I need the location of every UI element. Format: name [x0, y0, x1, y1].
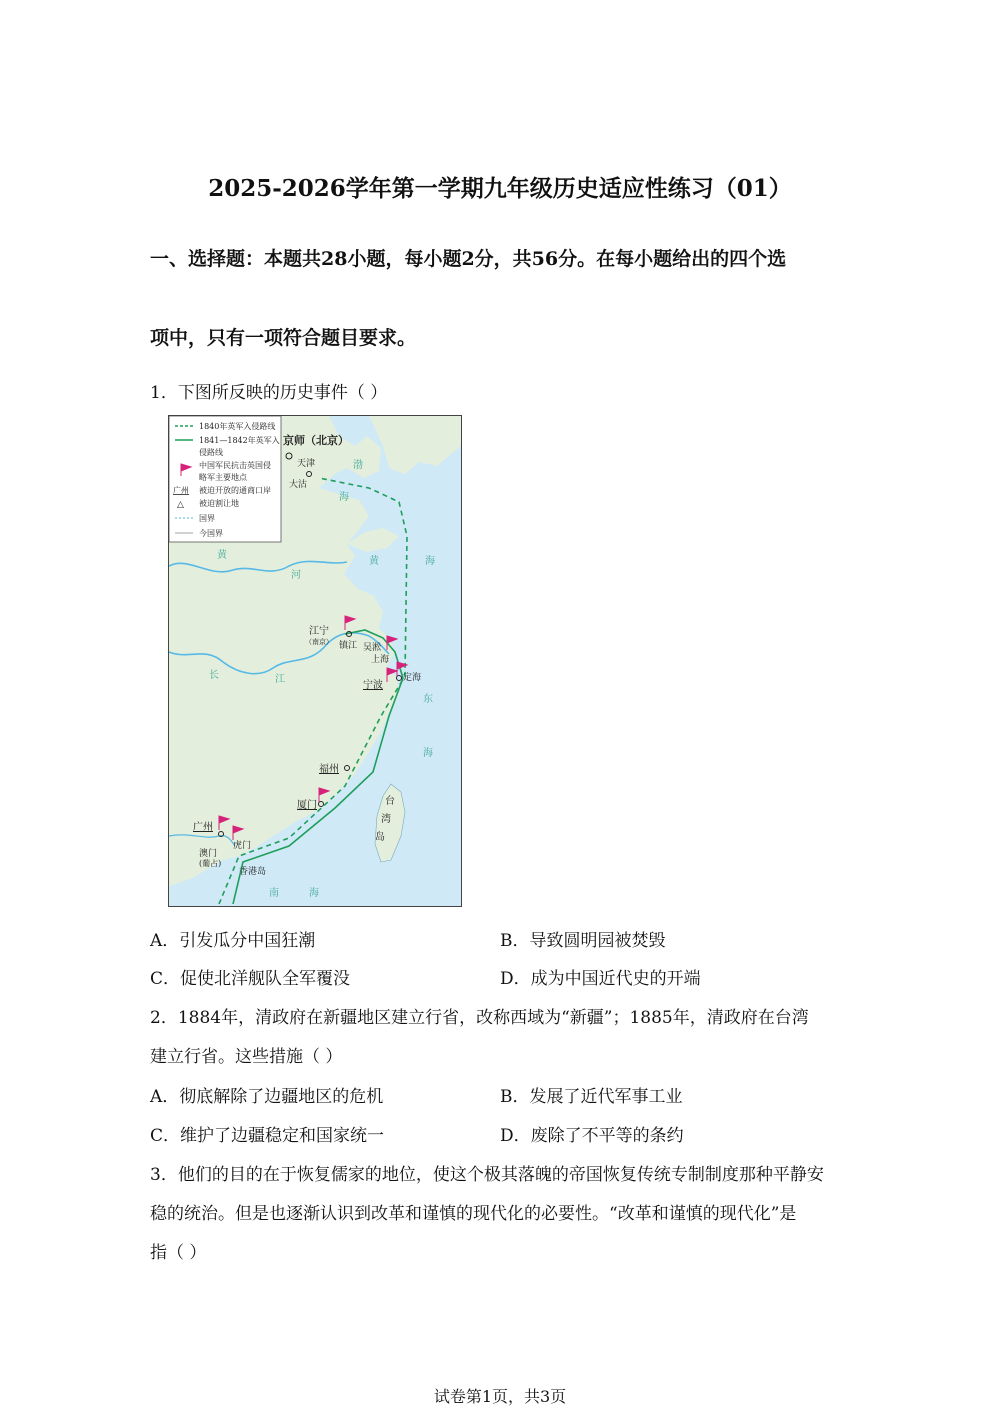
label-huanghe-1: 黄 — [217, 550, 227, 561]
label-xianggang: 香港岛 — [239, 867, 267, 877]
label-dao: 岛 — [375, 832, 385, 843]
q1-option-d[interactable]: D．成为中国近代史的开端 — [500, 969, 701, 989]
label-bohai-2: 海 — [339, 492, 349, 503]
section-heading-line-2: 项中，只有一项符合题目要求。 — [150, 327, 417, 349]
label-nanhai-1: 南 — [269, 888, 279, 899]
legend-1841-route: 1841—1842年英军入 — [199, 436, 280, 445]
legend-port-sample: 广州 — [173, 486, 189, 495]
q1-option-c[interactable]: C．促使北洋舰队全军覆没 — [150, 969, 351, 989]
label-zhenjiang: 镇江 — [339, 641, 358, 651]
label-tianjin: 天津 — [297, 459, 316, 469]
page-title: 2025-2026学年第一学期九年级历史适应性练习（01） — [208, 175, 792, 202]
label-wan: 湾 — [381, 814, 391, 825]
label-bohai-1: 渤 — [353, 460, 363, 471]
label-donghai-1: 东 — [423, 694, 433, 705]
label-donghai-2: 海 — [423, 748, 433, 759]
label-shanghai: 上海 — [371, 655, 390, 665]
svg-text:△: △ — [177, 500, 184, 510]
label-guangzhou: 广州 — [193, 822, 213, 833]
q2-option-c[interactable]: C．维护了边疆稳定和国家统一 — [150, 1126, 385, 1146]
label-changjiang-1: 长 — [209, 670, 219, 681]
question-1-stem: 1．下图所反映的历史事件（ ） — [150, 383, 388, 403]
label-beijing: 京师（北京） — [283, 434, 349, 447]
legend-modern-border: 今国界 — [199, 529, 223, 538]
legend-resistance: 中国军民抗击英国侵 — [199, 461, 271, 470]
opium-war-map — [168, 415, 462, 907]
label-huanghai-2: 海 — [425, 556, 435, 567]
question-2-line-1: 2．1884年，清政府在新疆地区建立行省，改称西域为“新疆”；1885年，清政府在台湾 — [150, 1008, 809, 1028]
q2-option-b[interactable]: B．发展了近代军事工业 — [500, 1087, 683, 1107]
label-fuzhou: 福州 — [319, 764, 339, 775]
label-nanhai-2: 海 — [309, 888, 319, 899]
label-humen: 虎门 — [233, 841, 252, 851]
label-tai: 台 — [385, 796, 395, 807]
question-3-line-1: 3．他们的目的在于恢复儒家的地位，使这个极其落魄的帝国恢复传统专制制度那种平静安 — [150, 1165, 824, 1185]
q1-option-a[interactable]: A．引发瓜分中国狂潮 — [150, 931, 316, 951]
q2-option-d[interactable]: D．废除了不平等的条约 — [500, 1126, 684, 1146]
question-3-line-2: 稳的统治。但是也逐渐认识到改革和谨慎的现代化的必要性。“改革和谨慎的现代化”是 — [150, 1204, 797, 1224]
label-huanghai-1: 黄 — [369, 556, 379, 567]
label-wusong: 吴淞 — [363, 643, 382, 653]
legend-ceded: 被迫割让地 — [199, 499, 239, 508]
label-ningbo: 宁波 — [363, 680, 383, 691]
page-footer: 试卷第1页，共3页 — [433, 1387, 567, 1406]
q2-option-a[interactable]: A．彻底解除了边疆地区的危机 — [150, 1087, 384, 1107]
legend-treaty-port: 被迫开放的通商口岸 — [199, 486, 271, 495]
label-dinghai: 定海 — [403, 673, 422, 683]
section-heading-line-1: 一、选择题：本题共28小题，每小题2分，共56分。在每小题给出的四个选 — [150, 248, 787, 270]
legend-1841-route-cont: 侵路线 — [199, 448, 223, 457]
label-changjiang-2: 江 — [275, 674, 285, 685]
label-nanjing: （南京） — [305, 638, 333, 646]
q1-option-b[interactable]: B．导致圆明园被焚毁 — [500, 931, 666, 951]
label-aomen-occupied: (葡占) — [199, 859, 222, 868]
legend-1840-route: 1840年英军入侵路线 — [199, 422, 276, 431]
question-3-line-3: 指（ ） — [150, 1243, 207, 1263]
legend-resistance-cont: 略军主要地点 — [199, 473, 247, 482]
label-aomen: 澳门 — [199, 849, 218, 859]
label-xiamen: 厦门 — [297, 800, 317, 811]
label-dagu: 大沽 — [289, 480, 308, 490]
legend-border: 国界 — [199, 514, 215, 523]
label-jiangning: 江宁 — [309, 626, 329, 637]
question-2-line-2: 建立行省。这些措施（ ） — [150, 1047, 343, 1067]
label-huanghe-2: 河 — [291, 570, 301, 581]
